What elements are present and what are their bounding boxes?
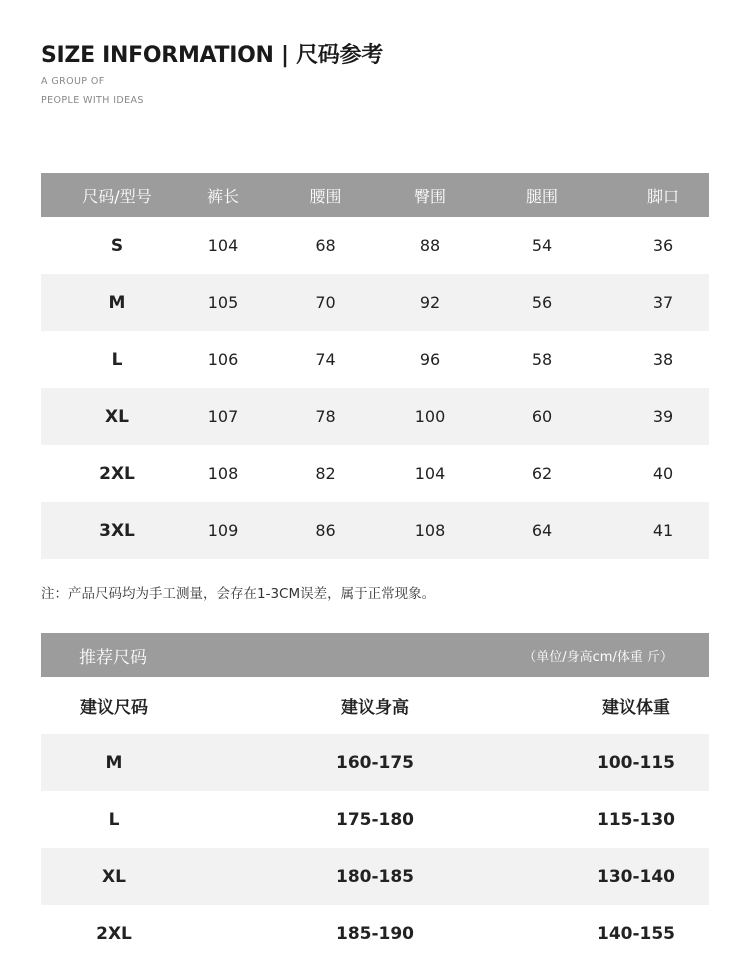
column-header-thigh: 腿围 xyxy=(525,186,558,206)
suggested-weight-cell: 130-140 xyxy=(596,866,676,887)
subtitle-line-2: PEOPLE WITH IDEAS xyxy=(41,95,144,106)
hip-cell: 104 xyxy=(414,464,446,483)
table-row xyxy=(41,217,709,274)
thigh-cell: 62 xyxy=(531,464,553,483)
size-cell: L xyxy=(111,349,123,370)
size-table-header xyxy=(41,173,709,217)
column-header-suggested-height: 建议身高 xyxy=(341,698,409,718)
waist-cell: 86 xyxy=(315,521,336,540)
length-cell: 105 xyxy=(207,293,239,312)
waist-cell: 74 xyxy=(315,350,336,369)
thigh-cell: 60 xyxy=(531,407,553,426)
length-cell: 104 xyxy=(207,236,239,255)
thigh-cell: 64 xyxy=(531,521,553,540)
waist-cell: 68 xyxy=(315,236,336,255)
length-cell: 109 xyxy=(207,521,239,540)
page-header xyxy=(41,40,383,110)
hem-cell: 39 xyxy=(652,407,674,426)
hem-cell: 37 xyxy=(652,293,674,312)
hip-cell: 88 xyxy=(419,236,441,255)
hip-cell: 92 xyxy=(419,293,441,312)
hip-cell: 100 xyxy=(414,407,446,426)
column-header-hem: 脚口 xyxy=(646,186,679,206)
waist-cell: 78 xyxy=(315,407,336,426)
hem-cell: 36 xyxy=(652,236,674,255)
length-cell: 106 xyxy=(207,350,239,369)
suggested-weight-cell: 140-155 xyxy=(596,923,676,944)
table-row xyxy=(41,388,709,445)
size-table xyxy=(41,173,709,559)
measurement-note: 注：产品尺码均为手工测量，会存在1-3CM误差，属于正常现象。 xyxy=(41,586,436,602)
table-row xyxy=(41,905,709,962)
suggested-weight-cell: 115-130 xyxy=(596,809,676,830)
suggested-height-cell: 185-190 xyxy=(335,923,415,944)
thigh-cell: 54 xyxy=(531,236,553,255)
table-row xyxy=(41,331,709,388)
hip-cell: 96 xyxy=(419,350,441,369)
suggested-height-cell: 175-180 xyxy=(335,809,415,830)
recommend-column-headers xyxy=(41,677,709,734)
table-row xyxy=(41,274,709,331)
table-row xyxy=(41,791,709,848)
suggested-size-cell: 2XL xyxy=(96,923,132,944)
column-header-hip: 臀围 xyxy=(413,186,446,206)
recommend-header xyxy=(41,633,709,677)
waist-cell: 82 xyxy=(315,464,336,483)
length-cell: 107 xyxy=(207,407,239,426)
table-row xyxy=(41,734,709,791)
column-header-suggested-size: 建议尺码 xyxy=(80,698,148,718)
size-cell: M xyxy=(108,292,126,313)
size-cell: 3XL xyxy=(99,520,135,541)
suggested-weight-cell: 100-115 xyxy=(596,752,676,773)
hem-cell: 40 xyxy=(652,464,674,483)
size-cell: XL xyxy=(105,406,129,427)
size-cell: S xyxy=(110,235,124,256)
page-title: SIZE INFORMATION | 尺码参考 xyxy=(41,43,383,68)
column-header-size: 尺码/型号 xyxy=(82,186,152,206)
suggested-size-cell: M xyxy=(105,752,123,773)
hip-cell: 108 xyxy=(414,521,446,540)
suggested-height-cell: 160-175 xyxy=(335,752,415,773)
hem-cell: 38 xyxy=(652,350,674,369)
subtitle-line-1: A GROUP OF xyxy=(41,76,105,87)
hem-cell: 41 xyxy=(652,521,674,540)
length-cell: 108 xyxy=(207,464,239,483)
table-row xyxy=(41,445,709,502)
recommend-unit: （单位/身高cm/体重 斤） xyxy=(523,649,673,665)
column-header-length: 裤长 xyxy=(206,186,239,206)
column-header-waist: 腰围 xyxy=(309,186,342,206)
suggested-size-cell: L xyxy=(108,809,120,830)
recommend-title: 推荐尺码 xyxy=(79,647,147,668)
suggested-height-cell: 180-185 xyxy=(335,866,415,887)
thigh-cell: 56 xyxy=(531,293,553,312)
thigh-cell: 58 xyxy=(531,350,553,369)
suggested-size-cell: XL xyxy=(102,866,126,887)
column-header-suggested-weight: 建议体重 xyxy=(602,698,670,718)
table-row xyxy=(41,848,709,905)
table-row xyxy=(41,502,709,559)
size-cell: 2XL xyxy=(99,463,135,484)
waist-cell: 70 xyxy=(315,293,336,312)
recommend-table xyxy=(41,633,709,962)
